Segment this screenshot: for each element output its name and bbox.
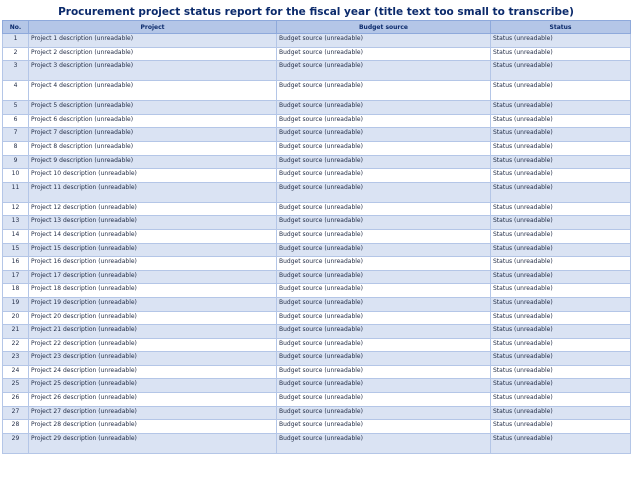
row-project: Project 24 description (unreadable) [29, 365, 277, 379]
row-budget-source: Budget source (unreadable) [277, 155, 491, 169]
row-project: Project 22 description (unreadable) [29, 338, 277, 352]
row-budget-source: Budget source (unreadable) [277, 169, 491, 183]
row-status: Status (unreadable) [491, 243, 631, 257]
row-budget-source: Budget source (unreadable) [277, 379, 491, 393]
row-project: Project 15 description (unreadable) [29, 243, 277, 257]
row-number: 2 [3, 47, 29, 61]
row-status: Status (unreadable) [491, 169, 631, 183]
row-number: 7 [3, 128, 29, 142]
row-status: Status (unreadable) [491, 433, 631, 453]
row-number: 23 [3, 352, 29, 366]
row-budget-source: Budget source (unreadable) [277, 297, 491, 311]
row-number: 24 [3, 365, 29, 379]
table-row [3, 352, 631, 366]
row-budget-source: Budget source (unreadable) [277, 216, 491, 230]
row-budget-source: Budget source (unreadable) [277, 433, 491, 453]
table-row [3, 297, 631, 311]
row-project: Project 1 description (unreadable) [29, 34, 277, 48]
table-row [3, 47, 631, 61]
row-number: 26 [3, 393, 29, 407]
row-number: 3 [3, 61, 29, 81]
table-row [3, 128, 631, 142]
row-number: 27 [3, 406, 29, 420]
table-row [3, 311, 631, 325]
row-status: Status (unreadable) [491, 352, 631, 366]
row-budget-source: Budget source (unreadable) [277, 101, 491, 115]
row-status: Status (unreadable) [491, 229, 631, 243]
row-status: Status (unreadable) [491, 155, 631, 169]
row-number: 20 [3, 311, 29, 325]
row-status: Status (unreadable) [491, 284, 631, 298]
table-row [3, 61, 631, 81]
row-budget-source: Budget source (unreadable) [277, 229, 491, 243]
project-table [2, 20, 631, 454]
table-row [3, 114, 631, 128]
row-number: 15 [3, 243, 29, 257]
column-header-source: Budget source [277, 21, 491, 34]
row-number: 22 [3, 338, 29, 352]
row-number: 1 [3, 34, 29, 48]
row-project: Project 9 description (unreadable) [29, 155, 277, 169]
row-budget-source: Budget source (unreadable) [277, 114, 491, 128]
row-budget-source: Budget source (unreadable) [277, 257, 491, 271]
table-row [3, 101, 631, 115]
row-project: Project 18 description (unreadable) [29, 284, 277, 298]
row-budget-source: Budget source (unreadable) [277, 182, 491, 202]
table-row [3, 365, 631, 379]
row-status: Status (unreadable) [491, 311, 631, 325]
row-project: Project 13 description (unreadable) [29, 216, 277, 230]
row-status: Status (unreadable) [491, 406, 631, 420]
row-status: Status (unreadable) [491, 61, 631, 81]
row-project: Project 2 description (unreadable) [29, 47, 277, 61]
row-project: Project 20 description (unreadable) [29, 311, 277, 325]
row-status: Status (unreadable) [491, 81, 631, 101]
table-row [3, 393, 631, 407]
row-project: Project 14 description (unreadable) [29, 229, 277, 243]
row-number: 21 [3, 325, 29, 339]
row-status: Status (unreadable) [491, 128, 631, 142]
row-budget-source: Budget source (unreadable) [277, 47, 491, 61]
column-header-number: No. [3, 21, 29, 34]
row-number: 8 [3, 141, 29, 155]
row-budget-source: Budget source (unreadable) [277, 406, 491, 420]
row-number: 5 [3, 101, 29, 115]
table-row [3, 243, 631, 257]
row-status: Status (unreadable) [491, 379, 631, 393]
row-status: Status (unreadable) [491, 420, 631, 434]
row-number: 4 [3, 81, 29, 101]
row-number: 10 [3, 169, 29, 183]
row-status: Status (unreadable) [491, 182, 631, 202]
row-number: 11 [3, 182, 29, 202]
row-budget-source: Budget source (unreadable) [277, 325, 491, 339]
table-row [3, 182, 631, 202]
row-status: Status (unreadable) [491, 325, 631, 339]
row-budget-source: Budget source (unreadable) [277, 202, 491, 216]
row-status: Status (unreadable) [491, 270, 631, 284]
table-header-row [3, 21, 631, 34]
row-project: Project 21 description (unreadable) [29, 325, 277, 339]
table-row [3, 202, 631, 216]
row-budget-source: Budget source (unreadable) [277, 128, 491, 142]
row-status: Status (unreadable) [491, 216, 631, 230]
table-row [3, 284, 631, 298]
table-row [3, 229, 631, 243]
row-project: Project 5 description (unreadable) [29, 101, 277, 115]
table-body [3, 34, 631, 454]
table-row [3, 257, 631, 271]
row-status: Status (unreadable) [491, 297, 631, 311]
row-project: Project 11 description (unreadable) [29, 182, 277, 202]
row-number: 14 [3, 229, 29, 243]
row-number: 17 [3, 270, 29, 284]
table-row [3, 216, 631, 230]
row-budget-source: Budget source (unreadable) [277, 352, 491, 366]
row-budget-source: Budget source (unreadable) [277, 81, 491, 101]
table-row [3, 379, 631, 393]
row-status: Status (unreadable) [491, 365, 631, 379]
row-project: Project 10 description (unreadable) [29, 169, 277, 183]
table-row [3, 270, 631, 284]
row-status: Status (unreadable) [491, 34, 631, 48]
row-status: Status (unreadable) [491, 114, 631, 128]
row-budget-source: Budget source (unreadable) [277, 270, 491, 284]
column-header-project: Project [29, 21, 277, 34]
table-row [3, 81, 631, 101]
row-budget-source: Budget source (unreadable) [277, 420, 491, 434]
row-number: 25 [3, 379, 29, 393]
table-row [3, 169, 631, 183]
row-status: Status (unreadable) [491, 202, 631, 216]
row-budget-source: Budget source (unreadable) [277, 243, 491, 257]
row-status: Status (unreadable) [491, 393, 631, 407]
row-number: 13 [3, 216, 29, 230]
row-project: Project 7 description (unreadable) [29, 128, 277, 142]
table-row [3, 406, 631, 420]
row-number: 19 [3, 297, 29, 311]
row-project: Project 3 description (unreadable) [29, 61, 277, 81]
row-budget-source: Budget source (unreadable) [277, 365, 491, 379]
row-budget-source: Budget source (unreadable) [277, 284, 491, 298]
table-row [3, 433, 631, 453]
table-row [3, 141, 631, 155]
row-number: 9 [3, 155, 29, 169]
row-project: Project 16 description (unreadable) [29, 257, 277, 271]
row-number: 28 [3, 420, 29, 434]
row-project: Project 23 description (unreadable) [29, 352, 277, 366]
row-budget-source: Budget source (unreadable) [277, 338, 491, 352]
row-status: Status (unreadable) [491, 47, 631, 61]
row-status: Status (unreadable) [491, 101, 631, 115]
row-project: Project 19 description (unreadable) [29, 297, 277, 311]
row-project: Project 25 description (unreadable) [29, 379, 277, 393]
row-project: Project 4 description (unreadable) [29, 81, 277, 101]
row-status: Status (unreadable) [491, 338, 631, 352]
row-project: Project 6 description (unreadable) [29, 114, 277, 128]
page-title: Procurement project status report for the fiscal year (title text too small to transcribe) [58, 6, 574, 18]
row-number: 29 [3, 433, 29, 453]
table-row [3, 420, 631, 434]
row-project: Project 17 description (unreadable) [29, 270, 277, 284]
table-row [3, 338, 631, 352]
table-row [3, 155, 631, 169]
row-budget-source: Budget source (unreadable) [277, 141, 491, 155]
row-project: Project 12 description (unreadable) [29, 202, 277, 216]
row-project: Project 26 description (unreadable) [29, 393, 277, 407]
row-budget-source: Budget source (unreadable) [277, 61, 491, 81]
table-row [3, 34, 631, 48]
row-number: 12 [3, 202, 29, 216]
row-budget-source: Budget source (unreadable) [277, 393, 491, 407]
row-budget-source: Budget source (unreadable) [277, 34, 491, 48]
row-budget-source: Budget source (unreadable) [277, 311, 491, 325]
row-status: Status (unreadable) [491, 141, 631, 155]
row-project: Project 27 description (unreadable) [29, 406, 277, 420]
row-project: Project 28 description (unreadable) [29, 420, 277, 434]
row-project: Project 8 description (unreadable) [29, 141, 277, 155]
column-header-status: Status [491, 21, 631, 34]
table-row [3, 325, 631, 339]
row-number: 18 [3, 284, 29, 298]
row-status: Status (unreadable) [491, 257, 631, 271]
row-project: Project 29 description (unreadable) [29, 433, 277, 453]
row-number: 16 [3, 257, 29, 271]
row-number: 6 [3, 114, 29, 128]
